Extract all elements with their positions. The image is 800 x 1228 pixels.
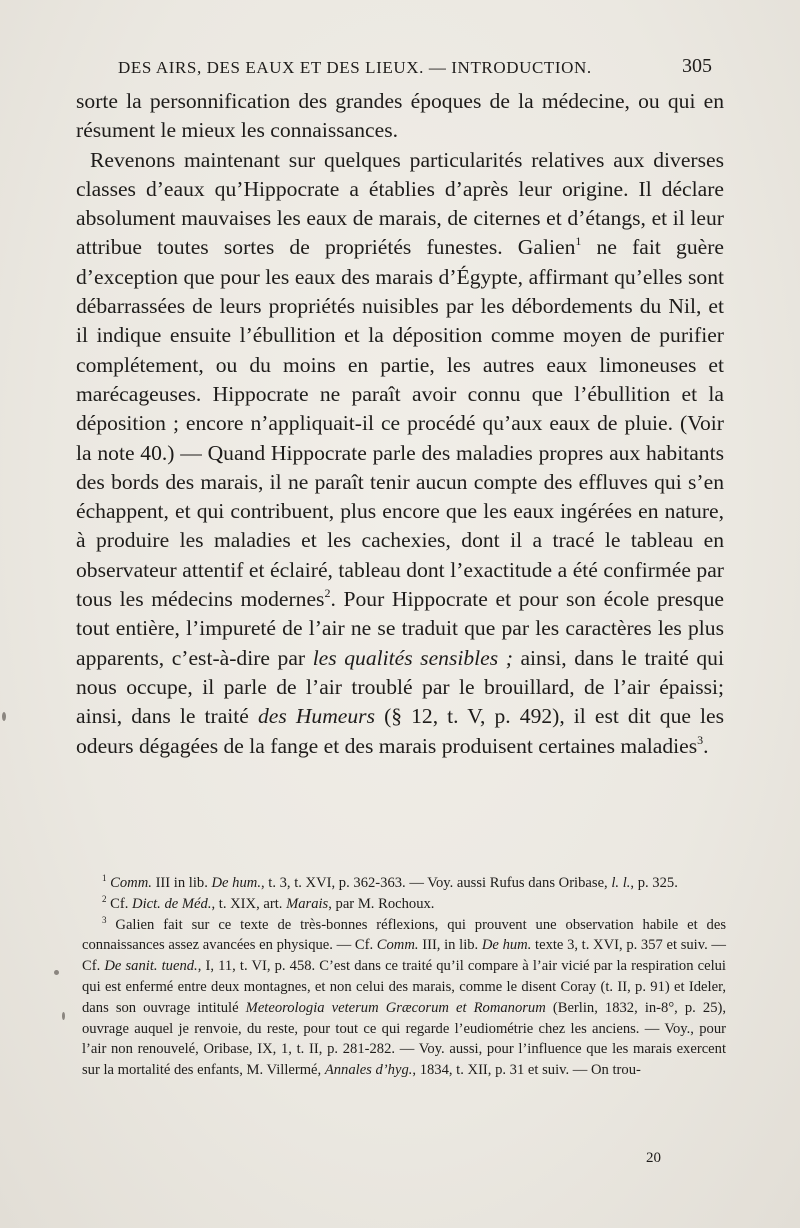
footnote-2-mark: 2 [102,893,107,904]
fn2-segment-c: , t. XIX, art. [211,895,287,912]
footnote-ref-2: 2 [324,586,331,601]
footnote-2 [82,894,726,915]
fn3-segment-c: III, in lib. [418,937,482,954]
p2-segment-e: ainsi, dans le traité qui nous occupe, il parle de l’air troublé par le brouillard, de l’air épaissi; ainsi, dans le traité [76,645,724,729]
fn2-segment-a: Cf. [106,895,133,912]
running-title: DES AIRS, DES EAUX ET DES LIEUX. — INTRODUCTION. [118,58,592,77]
fn1-italic-comm: Comm. [110,875,152,891]
fn1-segment-f: , p. 325. [630,875,678,891]
fn3-segment-g: , I, 11, t. VI, p. 458. C’est dans ce traité qu’il compare à l’air vicié par la respiration celui qui est enfermé entre deux montagnes, et non celui des marais, comme le disent Coray (t. II, p. 91) et Ideler, dans son ouvrage intitulé [82,958,726,1016]
fn3-italic-annales: Annales d’hyg. [324,1062,413,1079]
p2-segment-g: (§ 12, t. V, p. 492), il est dit que les odeurs dégagées de la fange et des marais produisent certaines maladies [76,704,725,758]
fn3-segment-k: , 1834, t. XII, p. 31 et suiv. — On trou- [412,1062,641,1079]
fn1-italic-dehum: De hum. [211,875,261,891]
page-number: 305 [682,55,712,77]
p2-italic-humeurs: des Humeurs [257,704,375,729]
main-text [76,87,724,761]
p2-segment-a: Revenons maintenant sur quelques particularités relatives aux diverses classes d’eaux qu’Hippocrate a établies d’après leur origine. Il déclare absolument mauvaises les eaux de marais, de citernes et d’étangs, et il leur attribue toutes sortes de propriétés funestes. Galien [76,147,724,260]
p2-segment-b: ne fait guère d’exception que pour les eaux des marais d’Égypte, affirmant qu’elles sont débarrassées de leurs propriétés nuisibles par les débordements du Nil, et il indique ensuite l’ébullition et la déposition comme moyen de purifier complétement, ou du moins en partie, les autres eaux limoneuses et marécageuses. Hippocrate ne paraît avoir connu que l’ébullition et la déposition ; encore n’appliquait-il ce procédé qu’aux eaux de pluie. (Voir la note 40.) — Quand Hippocrate parle des maladies propres aux habitants des bords des marais, il ne paraît tenir aucun compte des effluves qui s’en échappent, et qui contribuent, plus encore que les eaux ingérées en nature, à produire les maladies et les cachexies, dont il a tracé le tableau en observateur attentif et éclairé, tableau dont l’exactitude a été confirmée par tous les médecins modernes [76,235,724,612]
fn1-segment-d: , t. 3, t. XVI, p. 362-363. — Voy. aussi Rufus dans Oribase, [260,875,612,891]
ink-speck-lower [62,1012,65,1020]
fn3-italic-desanit: De sanit. tuend. [104,958,198,975]
p2-italic-qualites: les qualités sensibles ; [312,645,513,670]
fn1-italic-ll: l. l. [611,875,631,891]
footnotes [82,873,726,1081]
footnote-3-mark: 3 [102,914,107,925]
fn1-segment-b: III in lib. [151,875,212,891]
ink-speck-left [2,712,6,721]
footnote-ref-3: 3 [697,732,704,747]
fn3-italic-comm: Comm. [376,937,419,954]
signature-mark: 20 [646,1150,661,1166]
ink-speck-margin [54,970,59,975]
footnote-1-mark: 1 [102,873,107,883]
fn2-italic-marais: Marais [286,895,329,912]
fn3-segment-a: Galien fait sur ce texte de très-bonnes réflexions, qui prouvent une observation habile et des connaissances assez avancées en physique. — Cf. [82,916,726,954]
p2-segment-h: . [703,733,709,758]
fn3-italic-meteorologia: Meteorologia veterum Græcorum et Romanorum [245,999,546,1016]
fn2-italic-dict: Dict. de Méd. [132,895,212,912]
footnote-ref-1: 1 [575,234,582,249]
fn3-segment-e: texte 3, t. XVI, p. 357 et suiv. — Cf. [82,937,726,975]
footnote-1 [82,873,726,894]
p2-segment-c: . Pour Hippocrate et pour son école presque tout entière, l’impureté de l’air ne se traduit que par les caractères les plus apparents, c’est-à-dire par [76,587,724,670]
fn3-segment-i: (Berlin, 1832, in-8°, p. 25), ouvrage auquel je renvoie, du reste, pour tout ce qui regarde l’eudiométrie chez les anciens. — Voy., pour l’air non renouvelé, Oribase, IX, 1, t. II, p. 281-282. — Voy. aussi, pour l’influence que les marais exercent sur la mortalité des enfants, M. Villermé, [82,999,726,1079]
paragraph-2 [76,146,724,761]
paragraph-1 [76,87,724,146]
paragraph-1-text: sorte la personnification des grandes époques de la médecine, ou qui en résument le mieux les connaissances. [76,89,724,143]
footnote-3 [82,915,726,1081]
fn2-segment-e: , par M. Rochoux. [328,895,435,912]
fn3-italic-dehum: De hum. [481,937,532,954]
